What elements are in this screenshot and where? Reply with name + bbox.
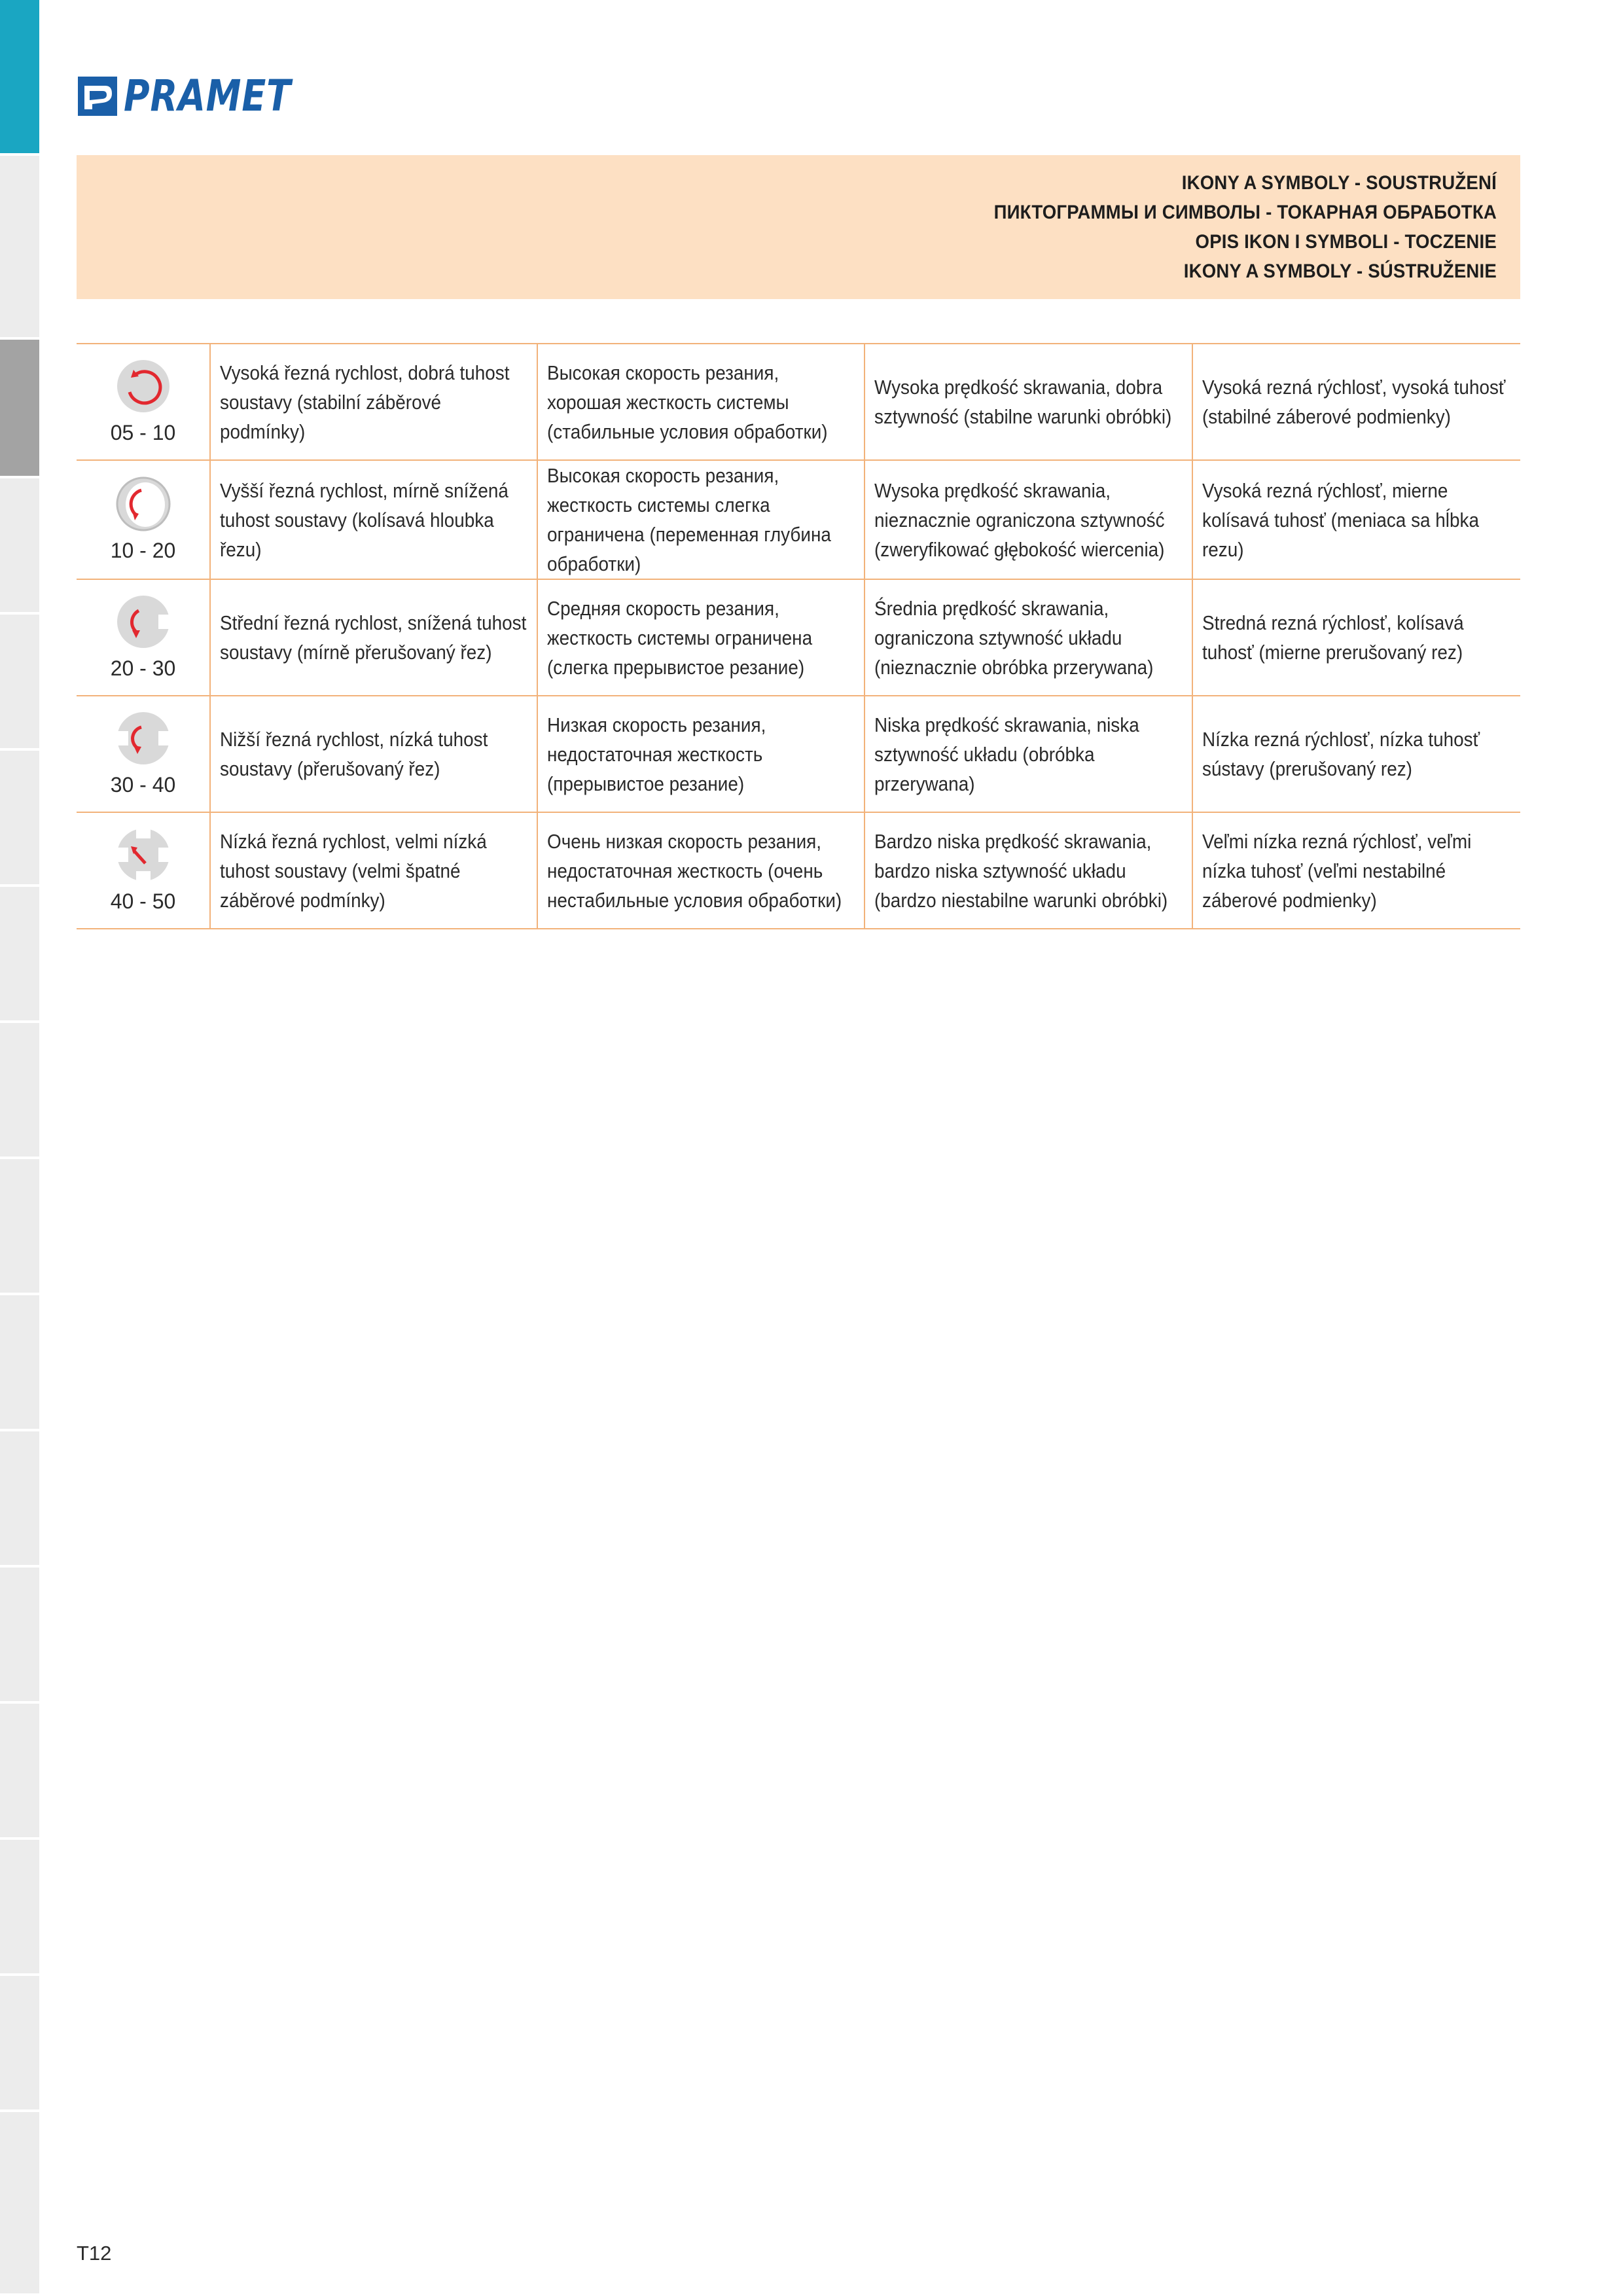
description-sk: Vysoká rezná rýchlosť, vysoká tuhosť (stabilné záberové podmienky) [1192, 344, 1520, 460]
side-tab[interactable] [0, 1840, 39, 1976]
side-tab[interactable] [0, 1704, 39, 1840]
description-cz: Vysoká řezná rychlost, dobrá tuhost soustavy (stabilní záběrové podmínky) [210, 344, 537, 460]
description-cz: Střední řezná rychlost, snížená tuhost soustavy (mírně přerušovaný řez) [210, 579, 537, 696]
icon-cell [77, 460, 210, 579]
pramet-logo-icon [77, 75, 118, 117]
icon-cell [77, 344, 210, 460]
side-tab[interactable] [0, 1159, 39, 1295]
side-tab-strip [0, 0, 39, 2296]
description-ru: Средняя скорость резания, жесткость системы ограничена (слегка прерывистое резание) [537, 579, 865, 696]
side-tab-active-section[interactable] [0, 0, 39, 156]
description-pl: Wysoka prędkość skrawania, dobra sztywność (stabilne warunki obróbki) [865, 344, 1192, 460]
description-pl: Niska prędkość skrawania, niska sztywność układu (obróbka przerywana) [865, 696, 1192, 812]
icon-cell [77, 696, 210, 812]
table-row [77, 344, 1520, 460]
interrupted-cut-icon [115, 710, 171, 766]
side-tab[interactable] [0, 1023, 39, 1159]
cutting-conditions-table [77, 343, 1520, 929]
side-tab[interactable] [0, 1431, 39, 1568]
side-tab[interactable] [0, 751, 39, 887]
table-row [77, 812, 1520, 929]
description-sk: Nízka rezná rýchlosť, nízka tuhosť sústavy (prerušovaný rez) [1192, 696, 1520, 812]
description-sk: Stredná rezná rýchlosť, kolísavá tuhosť (mierne prerušovaný rez) [1192, 579, 1520, 696]
header-title-sk: IKONY A SYMBOLY - SÚSTRUŽENIE [1183, 260, 1497, 282]
side-tab[interactable] [0, 478, 39, 615]
table-row [77, 460, 1520, 579]
header-title-ru: ПИКТОГРАММЫ И СИМВОЛЫ - ТОКАРНАЯ ОБРАБОТКА [993, 202, 1497, 223]
header-title-pl: OPIS IKON I SYMBOLI - TOCZENIE [1195, 231, 1497, 253]
brand-logo [77, 71, 328, 121]
stability-range: 10 - 20 [110, 539, 176, 562]
description-ru: Высокая скорость резания, хорошая жесткость системы (стабильные условия обработки) [537, 344, 865, 460]
stability-range: 40 - 50 [110, 889, 176, 913]
side-tab[interactable] [0, 887, 39, 1023]
stability-range: 05 - 10 [110, 421, 176, 444]
description-pl: Wysoka prędkość skrawania, nieznacznie ograniczona sztywność (zweryfikować głębokość wiercenia) [865, 460, 1192, 579]
side-tab[interactable] [0, 1295, 39, 1431]
side-tab[interactable] [0, 2112, 39, 2296]
side-tab-current[interactable] [0, 340, 39, 478]
varying-depth-cut-icon [115, 476, 171, 532]
icon-cell [77, 812, 210, 929]
heavily-interrupted-cut-icon [115, 827, 171, 883]
slightly-interrupted-cut-icon [115, 594, 171, 650]
section-header-band [77, 155, 1520, 299]
description-cz: Nižší řezná rychlost, nízká tuhost soustavy (přerušovaný řez) [210, 696, 537, 812]
side-tab[interactable] [0, 615, 39, 751]
icon-cell [77, 579, 210, 696]
page-number: T12 [77, 2242, 112, 2265]
description-cz: Nízká řezná rychlost, velmi nízká tuhost soustavy (velmi špatné záběrové podmínky) [210, 812, 537, 929]
stability-range: 20 - 30 [110, 656, 176, 680]
table-row [77, 579, 1520, 696]
description-ru: Низкая скорость резания, недостаточная жесткость (прерывистое резание) [537, 696, 865, 812]
stability-range: 30 - 40 [110, 773, 176, 797]
header-title-cz: IKONY A SYMBOLY - SOUSTRUŽENÍ [1181, 172, 1497, 194]
brand-name: PRAMET [124, 71, 291, 121]
side-tab[interactable] [0, 1568, 39, 1704]
description-cz: Vyšší řezná rychlost, mírně snížená tuhost soustavy (kolísavá hloubka řezu) [210, 460, 537, 579]
description-pl: Bardzo niska prędkość skrawania, bardzo niska sztywność układu (bardzo niestabilne warunki obróbki) [865, 812, 1192, 929]
table-row [77, 696, 1520, 812]
continuous-cut-icon [115, 358, 171, 414]
side-tab[interactable] [0, 156, 39, 340]
description-sk: Veľmi nízka rezná rýchlosť, veľmi nízka tuhosť (veľmi nestabilné záberové podmienky) [1192, 812, 1520, 929]
description-ru: Очень низкая скорость резания, недостаточная жесткость (очень нестабильные условия обработки) [537, 812, 865, 929]
description-sk: Vysoká rezná rýchlosť, mierne kolísavá tuhosť (meniaca sa hĺbka rezu) [1192, 460, 1520, 579]
description-ru: Высокая скорость резания, жесткость системы слегка ограничена (переменная глубина обработки) [537, 460, 865, 579]
description-pl: Średnia prędkość skrawania, ograniczona sztywność układu (nieznacznie obróbka przerywana) [865, 579, 1192, 696]
side-tab[interactable] [0, 1976, 39, 2112]
